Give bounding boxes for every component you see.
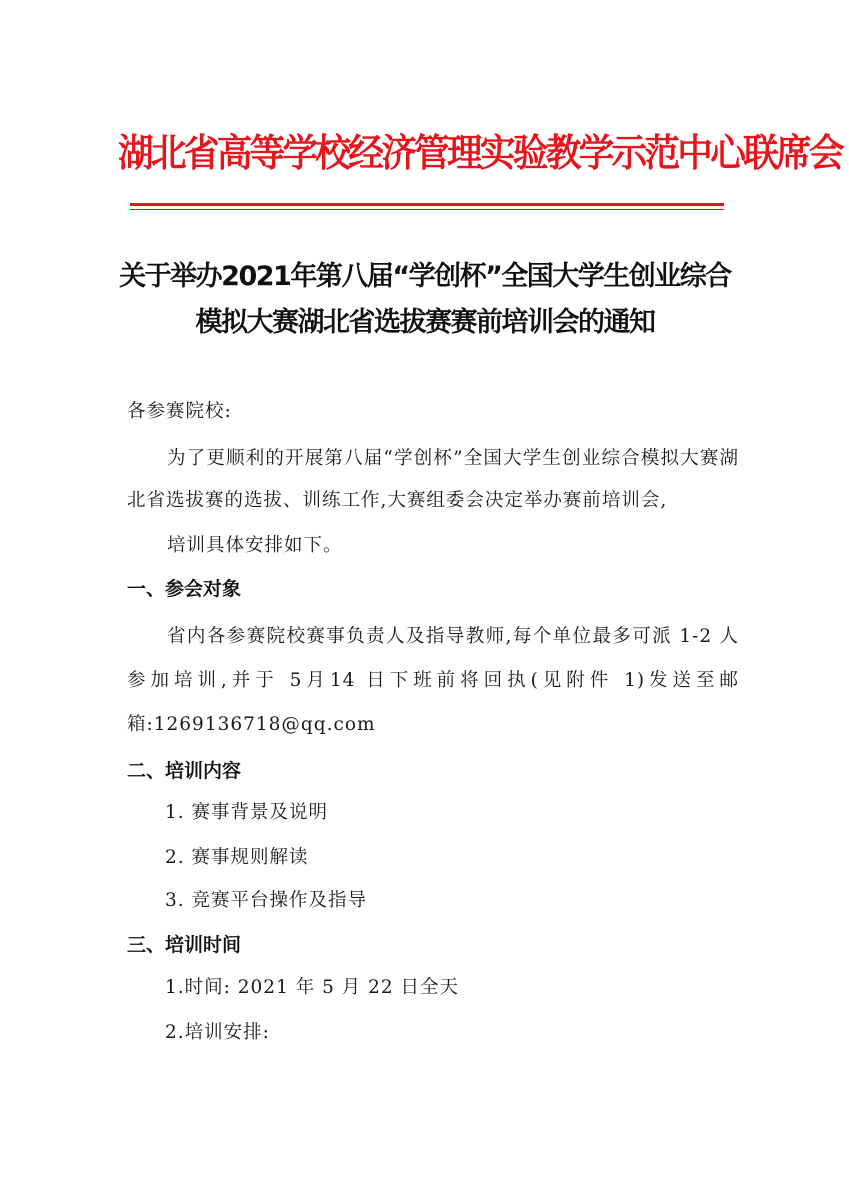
header-rule-thin: [130, 209, 724, 210]
header-rule-thick: [130, 203, 724, 206]
section-heading-time: 三、培训时间: [127, 934, 242, 956]
training-arrangement: 2.培训安排:: [165, 1022, 270, 1043]
section-heading-attendees: 一、参会对象: [127, 578, 242, 600]
organization-header: 湖北省高等学校经济管理实验教学示范中心联席会: [118, 130, 842, 175]
content-item: 3. 竞赛平台操作及指导: [165, 890, 368, 911]
salutation: 各参赛院校:: [127, 401, 232, 422]
section-heading-content: 二、培训内容: [127, 760, 242, 782]
content-item: 1. 赛事背景及说明: [165, 802, 329, 823]
attendees-paragraph: 省内各参赛院校赛事负责人及指导教师,每个单位最多可派 1-2 人参加培训,并于 5月14 日下班前将回执(见附件 1)发送至邮箱:1269136718@qq.com: [127, 626, 739, 735]
intro-paragraph: 为了更顺利的开展第八届“学创杯”全国大学生创业综合模拟大赛湖北省选拔赛的选拔、训练工作,大赛组委会决定举办赛前培训会,: [127, 448, 739, 511]
notice-title: 关于举办2021年第八届“学创杯”全国大学生创业综合模拟大赛湖北省选拔赛赛前培训会的通知: [119, 261, 731, 338]
content-item: 2. 赛事规则解读: [165, 847, 309, 868]
training-date: 1.时间: 2021 年 5 月 22 日全天: [165, 977, 460, 998]
arrangement-intro: 培训具体安排如下。: [167, 535, 343, 556]
